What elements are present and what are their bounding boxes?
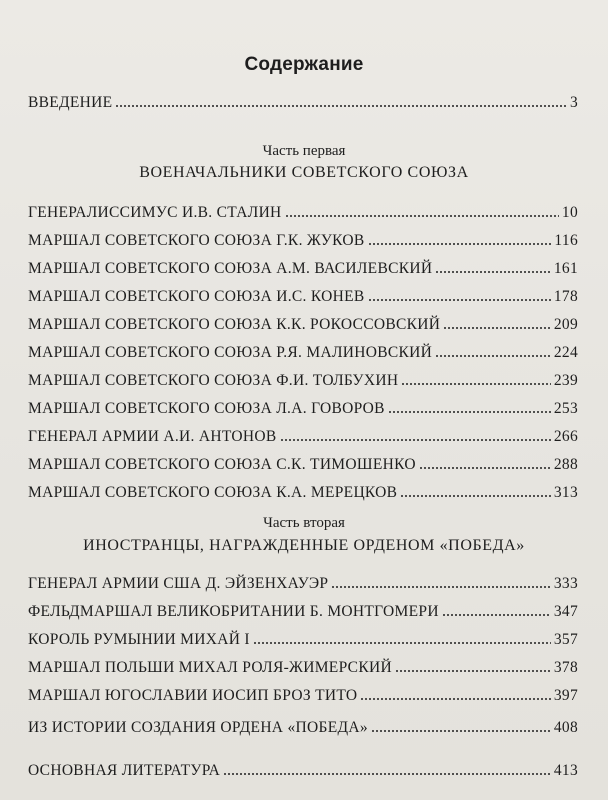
toc-entry	[28, 629, 578, 649]
dot-leader	[401, 382, 551, 386]
toc-entry-label: МАРШАЛ ПОЛЬШИ МИХАЛ РОЛЯ-ЖИМЕРСКИЙ	[28, 659, 392, 676]
dot-leader	[368, 298, 551, 302]
toc-entry-page: 10	[561, 204, 578, 221]
toc-entry-label: ФЕЛЬДМАРШАЛ ВЕЛИКОБРИТАНИИ Б. МОНТГОМЕРИ	[28, 603, 439, 620]
toc-entry	[28, 685, 578, 705]
part1-title: ВОЕНАЧАЛЬНИКИ СОВЕТСКОГО СОЮЗА	[139, 164, 469, 181]
toc-entry-label: МАРШАЛ ЮГОСЛАВИИ ИОСИП БРОЗ ТИТО	[28, 687, 358, 704]
toc-entry-page: 333	[553, 575, 578, 592]
toc-entry-page: 413	[553, 762, 578, 779]
toc-entry-page: 209	[553, 316, 578, 333]
toc-entry-label: ГЕНЕРАЛ АРМИИ А.И. АНТОНОВ	[28, 428, 277, 445]
toc-entry	[28, 657, 578, 677]
toc-entry-page: 266	[553, 428, 578, 445]
part2-label: Часть вторая	[263, 515, 345, 531]
toc-entry-page: 3	[569, 94, 578, 111]
dot-leader	[360, 697, 550, 701]
toc-entry-page: 224	[553, 344, 578, 361]
part2-title: ИНОСТРАНЦЫ, НАГРАЖДЕННЫЕ ОРДЕНОМ «ПОБЕДА»	[83, 537, 525, 554]
toc-entry	[28, 314, 578, 334]
dot-leader	[395, 669, 551, 673]
dot-leader	[371, 729, 551, 733]
toc-entry-page: 397	[553, 687, 578, 704]
toc-entry-page: 313	[553, 484, 578, 501]
toc-entry-label: МАРШАЛ СОВЕТСКОГО СОЮЗА Г.К. ЖУКОВ	[28, 232, 365, 249]
toc-entry-label: ГЕНЕРАЛ АРМИИ США Д. ЭЙЗЕНХАУЭР	[28, 575, 329, 592]
toc-entry-label: МАРШАЛ СОВЕТСКОГО СОЮЗА Ф.И. ТОЛБУХИН	[28, 372, 399, 389]
toc-entry-label: ГЕНЕРАЛИССИМУС И.В. СТАЛИН	[28, 204, 282, 221]
toc-entry-label: МАРШАЛ СОВЕТСКОГО СОЮЗА К.К. РОКОССОВСКИЙ	[28, 316, 441, 333]
toc-entry-page: 116	[554, 232, 578, 249]
toc-entry	[28, 398, 578, 418]
toc-entry-page: 347	[553, 603, 578, 620]
dot-leader	[115, 104, 566, 108]
dot-leader	[400, 494, 551, 498]
part1-label: Часть первая	[262, 143, 346, 159]
toc-entry	[28, 342, 578, 362]
dot-leader	[253, 641, 551, 645]
toc-entry-page: 357	[553, 631, 578, 648]
toc-entry-label: ВВЕДЕНИЕ	[28, 94, 113, 111]
toc-entry-page: 378	[553, 659, 578, 676]
toc-entry-label: ОСНОВНАЯ ЛИТЕРАТУРА	[28, 762, 221, 779]
toc-entry-page: 288	[553, 456, 578, 473]
toc-entry	[28, 258, 578, 278]
page-title: Содержание	[244, 54, 364, 75]
dot-leader	[443, 326, 551, 330]
toc-entry	[28, 286, 578, 306]
toc-entry	[28, 426, 578, 446]
dot-leader	[435, 354, 551, 358]
toc-entry-intro	[28, 92, 578, 112]
toc-entry-page: 408	[553, 719, 578, 736]
toc-entry-label: МАРШАЛ СОВЕТСКОГО СОЮЗА А.М. ВАСИЛЕВСКИЙ	[28, 260, 433, 277]
toc-entry	[28, 601, 578, 621]
toc-entry-page: 239	[553, 372, 578, 389]
toc-entry-label: ИЗ ИСТОРИИ СОЗДАНИЯ ОРДЕНА «ПОБЕДА»	[28, 719, 368, 736]
dot-leader	[388, 410, 551, 414]
toc-entry	[28, 202, 578, 222]
toc-entry-page: 253	[553, 400, 578, 417]
dot-leader	[435, 270, 551, 274]
toc-entry-label: МАРШАЛ СОВЕТСКОГО СОЮЗА Л.А. ГОВОРОВ	[28, 400, 385, 417]
toc-entry	[28, 370, 578, 390]
dot-leader	[331, 585, 551, 589]
toc-entry-page: 161	[553, 260, 578, 277]
toc-entry-label: МАРШАЛ СОВЕТСКОГО СОЮЗА И.С. КОНЕВ	[28, 288, 365, 305]
toc-entry-label: КОРОЛЬ РУМЫНИИ МИХАЙ I	[28, 631, 250, 648]
dot-leader	[442, 613, 551, 617]
toc-entry	[28, 454, 578, 474]
toc-entry	[28, 230, 578, 250]
toc-entry-page: 178	[553, 288, 578, 305]
dot-leader	[223, 772, 551, 776]
toc-entry-label: МАРШАЛ СОВЕТСКОГО СОЮЗА К.А. МЕРЕЦКОВ	[28, 484, 398, 501]
toc-entry	[28, 573, 578, 593]
dot-leader	[368, 242, 552, 246]
dot-leader	[419, 466, 551, 470]
toc-entry-history	[28, 717, 578, 737]
toc-entry-label: МАРШАЛ СОВЕТСКОГО СОЮЗА С.К. ТИМОШЕНКО	[28, 456, 416, 473]
dot-leader	[285, 214, 559, 218]
dot-leader	[280, 438, 551, 442]
toc-entry-literature	[28, 760, 578, 780]
toc-entry-label: МАРШАЛ СОВЕТСКОГО СОЮЗА Р.Я. МАЛИНОВСКИЙ	[28, 344, 433, 361]
toc-entry	[28, 482, 578, 502]
